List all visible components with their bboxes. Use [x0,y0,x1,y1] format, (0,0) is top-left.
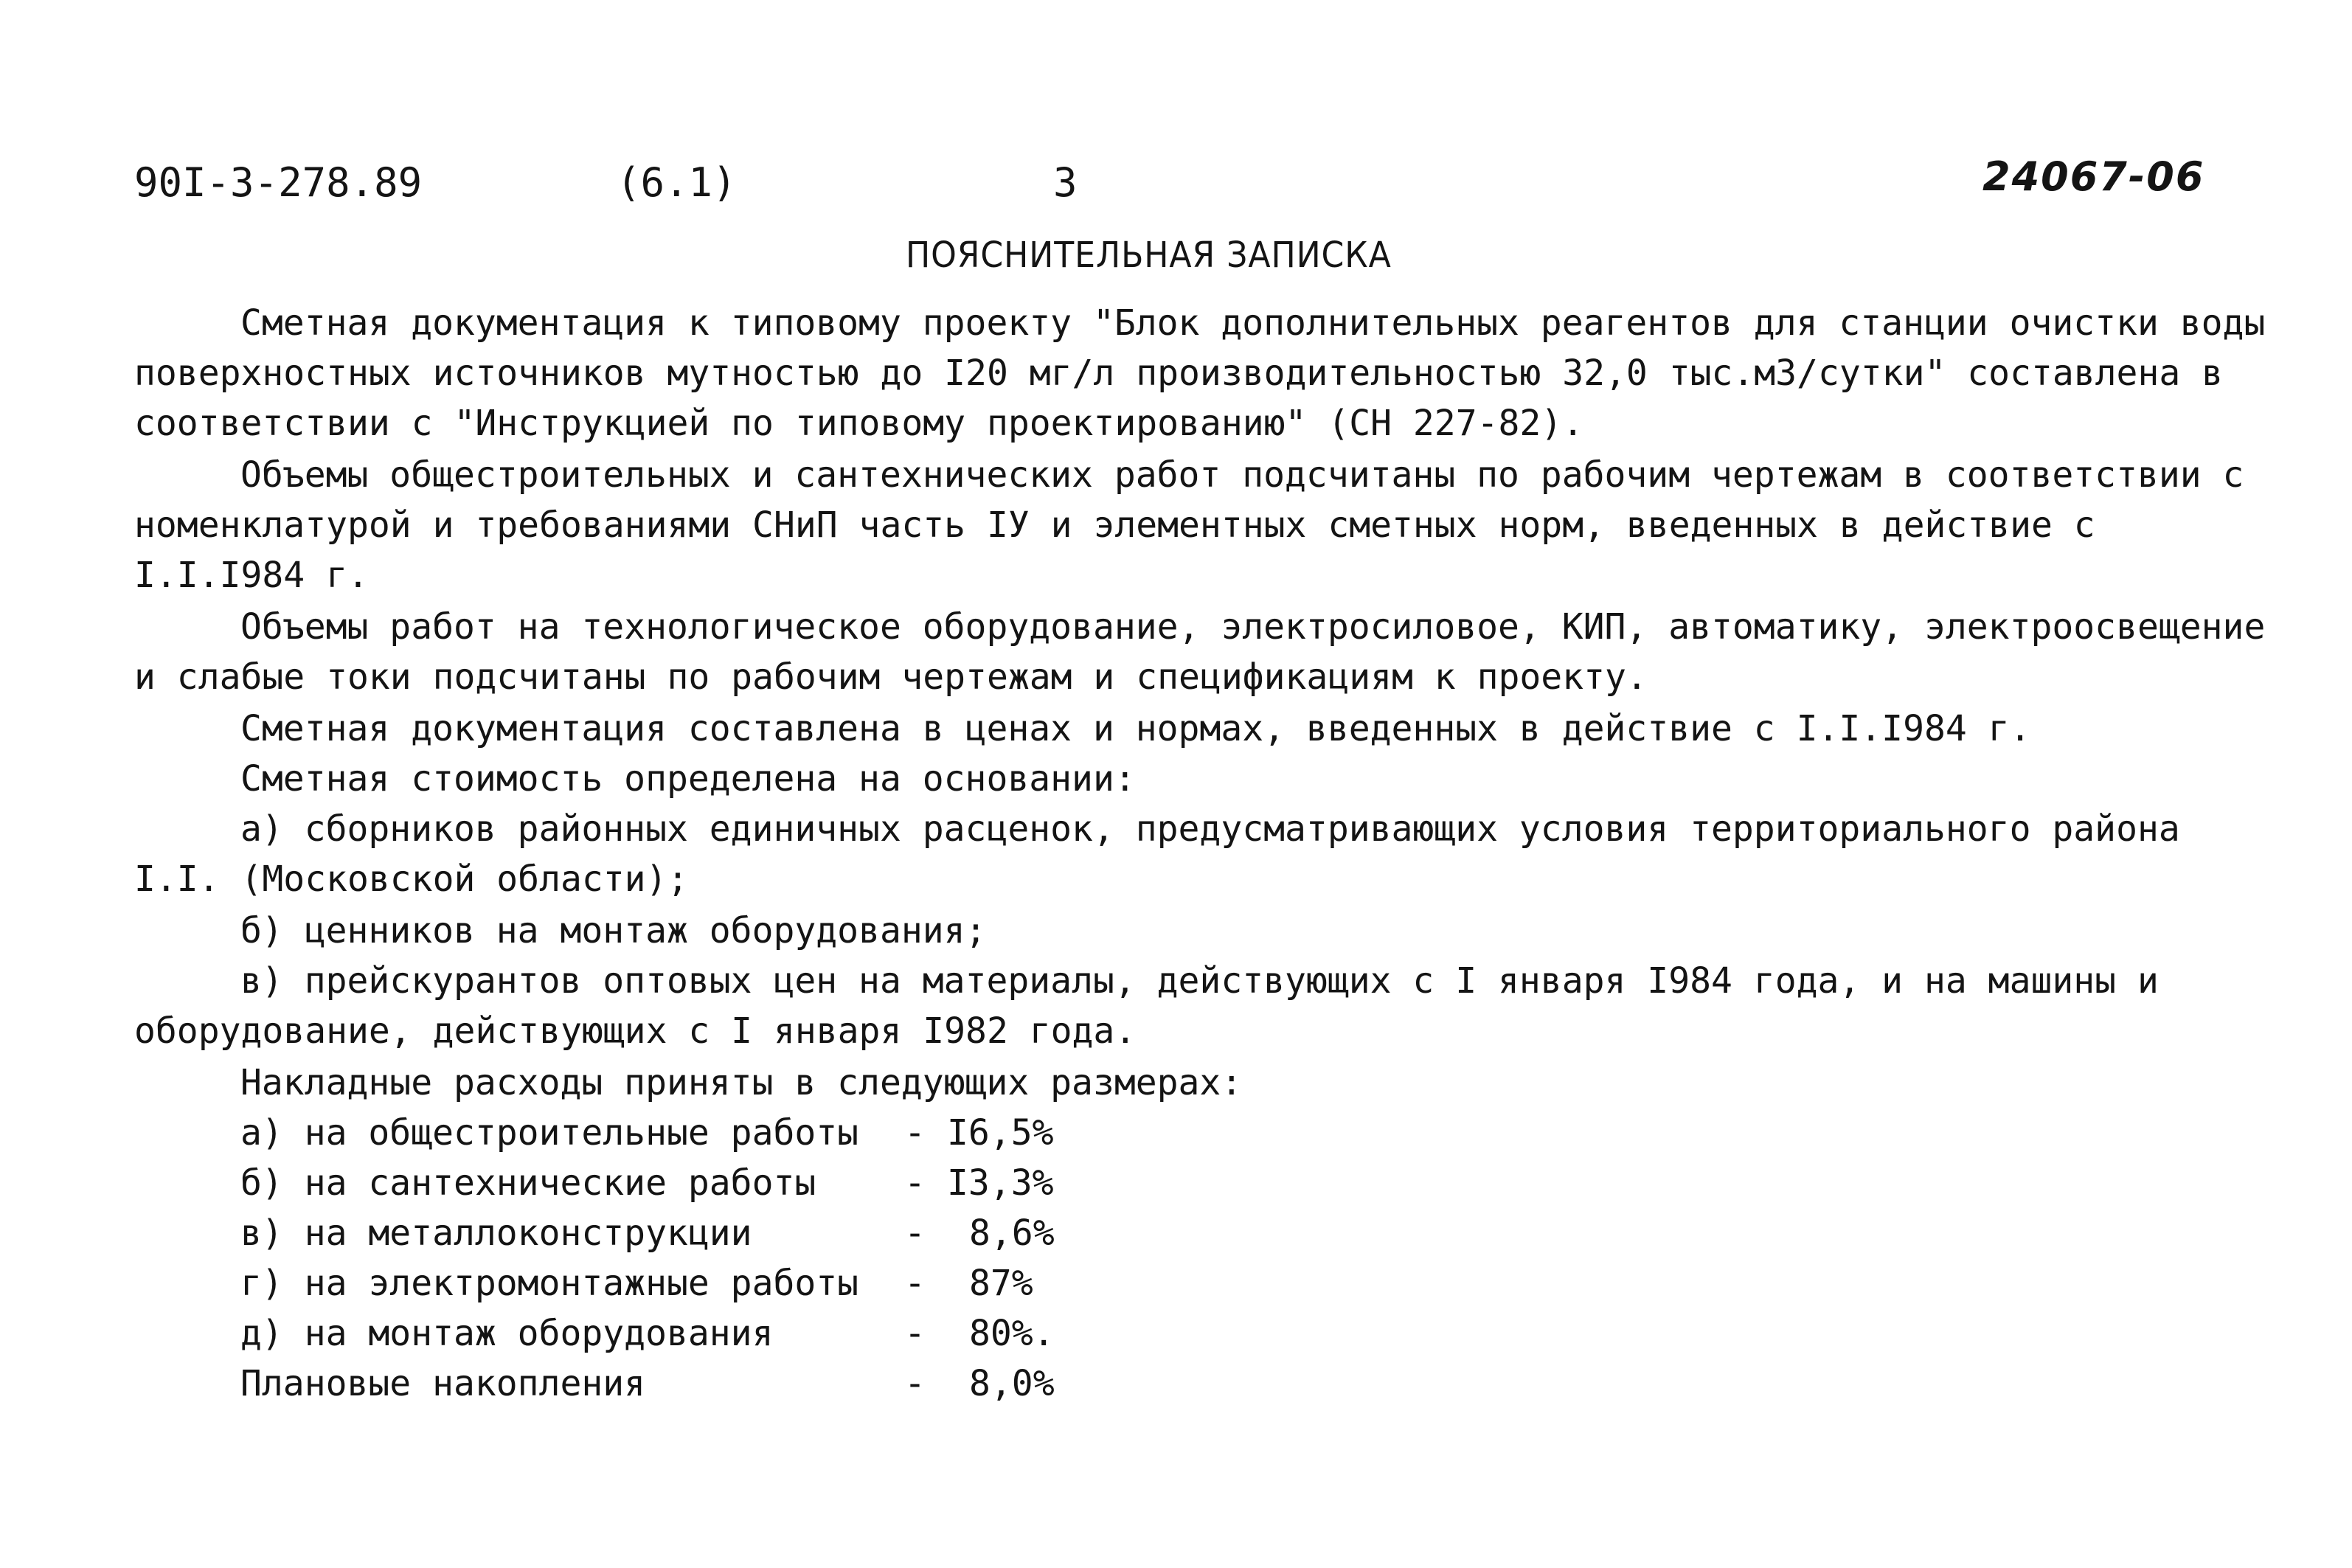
overhead-dash: - [904,1313,926,1354]
list-item: в) прейскурантов оптовых цен на материалы, действующих с I января I984 года, и на машины и [240,960,2159,1002]
overhead-value: 8,6% [969,1213,1055,1254]
page-title: ПОЯСНИТЕЛЬНАЯ ЗАПИСКА [906,235,1392,276]
list-item: а) сборников районных единичных расценок, предусматривающих условия территориального района [240,808,2180,850]
paragraph-line: Сметная документация составлена в ценах и нормах, введенных в действие с I.I.I984 г. [240,708,2031,749]
overhead-value: I6,5% [947,1112,1054,1154]
paragraph-line: Объемы общестроительных и сантехнических работ подсчитаны по рабочим чертежам в соответствии с [240,454,2244,496]
paragraph-line: Объемы работ на технологическое оборудование, электросиловое, КИП, автоматику, электроосвещение [240,606,2266,648]
overhead-label: г) на электромонтажные работы [240,1263,859,1304]
paragraph-line: Сметная документация к типовому проекту "Блок дополнительных реагентов для станции очистки воды [240,302,2266,344]
overhead-label: б) на сантехнические работы [240,1162,816,1204]
planned-savings-dash: - [904,1363,926,1404]
planned-savings-label: Плановые накопления [240,1363,646,1404]
paragraph-line: соответствии с "Инструкцией по типовому проектированию" (СН 227-82). [134,403,1584,444]
overhead-dash: - [904,1112,926,1154]
overhead-value: 80%. [969,1313,1055,1354]
document-code: 90I-3-278.89 [134,159,423,206]
paragraph-line: I.I.I984 г. [134,555,369,596]
paragraph-line: номенклатурой и требованиями СНиП часть IУ и элементных сметных норм, введенных в действие с [134,504,2095,546]
overhead-dash: - [904,1213,926,1254]
overhead-label: а) на общестроительные работы [240,1112,859,1154]
overhead-label: д) на монтаж оборудования [240,1313,774,1354]
paragraph-line: Накладные расходы приняты в следующих размерах: [240,1062,1243,1103]
list-item: б) ценников на монтаж оборудования; [240,910,987,951]
paragraph-line: Сметная стоимость определена на основании: [240,758,1136,799]
paragraph-line: и слабые токи подсчитаны по рабочим чертежам и спецификациям к проекту. [134,656,1648,698]
overhead-label: в) на металлоконструкции [240,1213,752,1254]
section-number: (6.1) [617,159,737,206]
overhead-dash: - [904,1162,926,1204]
overhead-value: 87% [969,1263,1033,1304]
planned-savings-value: 8,0% [969,1363,1055,1404]
overhead-value: I3,3% [947,1162,1054,1204]
list-item-continuation: оборудование, действующих с I января I982 года. [134,1010,1137,1052]
list-item-continuation: I.I. (Московской области); [134,858,689,900]
handwritten-inventory-number: 24067-06 [1982,153,2205,200]
paragraph-line: поверхностных источников мутностью до I20 мг/л производительностью 32,0 тыс.м3/сутки" составлена в [134,353,2224,394]
page-number: 3 [1053,159,1078,206]
overhead-dash: - [904,1263,926,1304]
